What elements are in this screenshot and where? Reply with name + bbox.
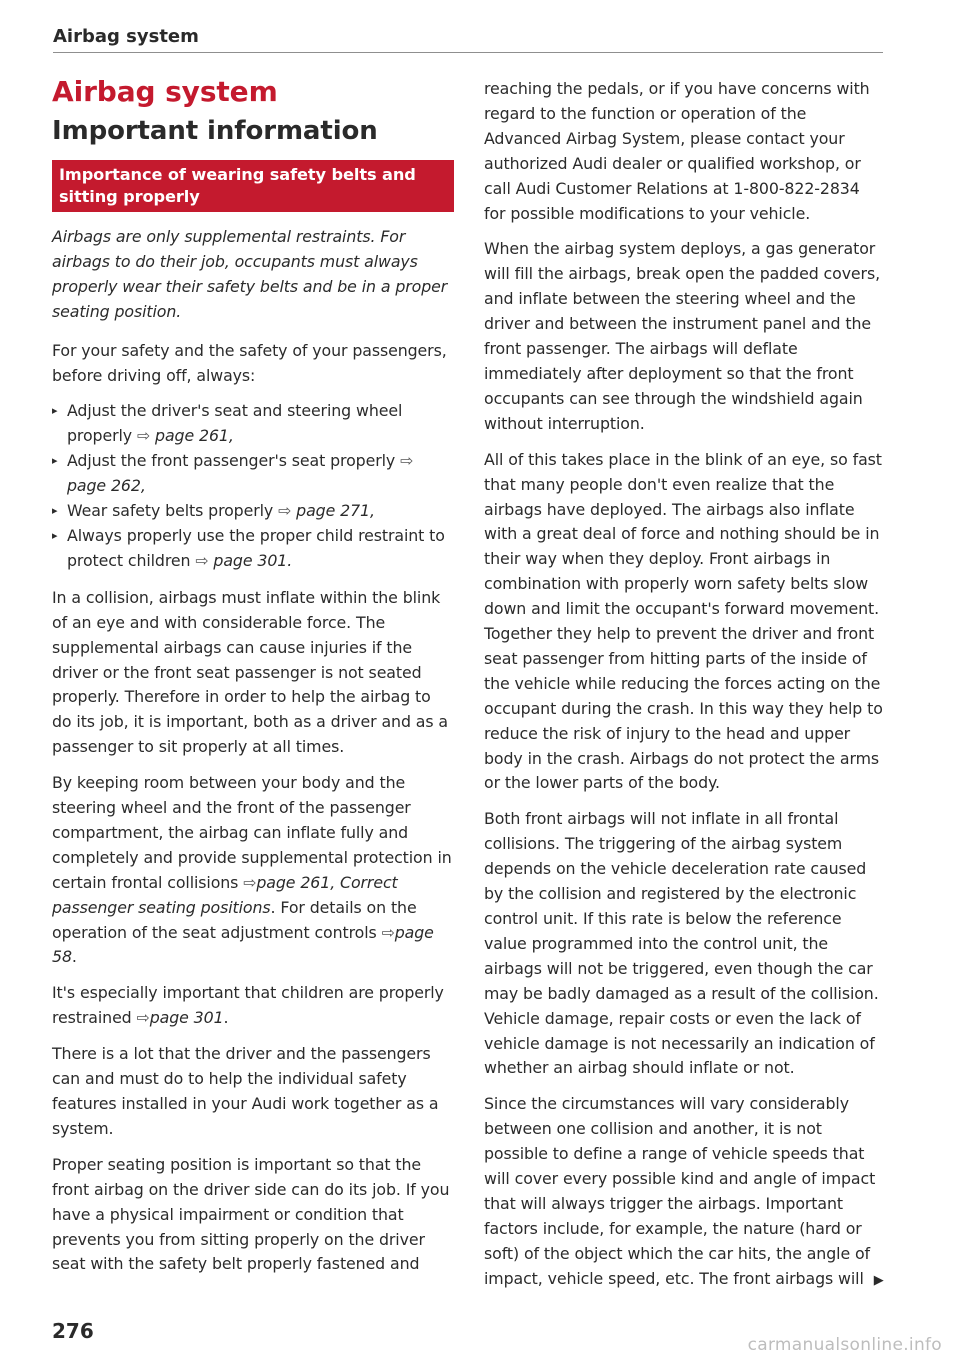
paragraph: When the airbag system deploys, a gas generator will fill the airbags, break open the padded covers, and inflate between the steering wheel and the driver and between the instrument panel and the front passenger. The airbags will deflate immediately after deployment so that the front occupants can see through the windshield again without interruption. (484, 239, 881, 433)
page-reference-link[interactable]: page 262, (67, 476, 146, 496)
page-reference-link[interactable]: page 261, (155, 426, 234, 446)
right-column (484, 77, 886, 1305)
list-item-text: Adjust the driver's seat and steering wheel properly (67, 401, 403, 446)
page-ref-arrow-icon: ⇨ (136, 1008, 150, 1028)
page-ref-arrow-icon: ⇨ (381, 922, 395, 942)
paragraph-text: By keeping room between your body and the steering wheel and the front of the passenger compartment, the airbag can inflate fully and completely and provide supplemental protection in certain frontal collisions (52, 773, 452, 892)
paragraph (484, 1092, 886, 1293)
bullet-icon: ▸ (52, 504, 58, 518)
list-item (52, 499, 454, 524)
left-column (52, 74, 454, 1288)
paragraph: reaching the pedals, or if you have concerns with regard to the function or operation of the Advanced Airbag System, please contact your authorized Audi dealer or qualified workshop, or call Audi Customer Relations at 1-800-822-2834 for possible modifications to your vehicle. (484, 79, 870, 223)
page-reference-link[interactable]: page 301. (213, 550, 293, 570)
list-item (52, 399, 454, 449)
list-item-text: Adjust the front passenger's seat properly (67, 451, 396, 471)
page-ref-arrow-icon: ⇨ (278, 501, 292, 521)
page-reference-link[interactable]: page 58 (52, 922, 434, 967)
checklist (52, 399, 454, 573)
paragraph: In a collision, airbags must inflate within the blink of an eye and with considerable force. The supplemental airbags can cause injuries if the driver or the front seat passenger is not seated properly. Therefore in order to help the airbag to do its job, it is important, both as a driver and as a passenger to sit properly at all times. (52, 587, 449, 757)
list-item (52, 449, 454, 499)
intro-paragraph: Airbags are only supplemental restraints. For airbags to do their job, occupants must always properly wear their safety belts and be in a proper seating position. (52, 227, 448, 321)
page-reference-link[interactable]: page 301 (149, 1008, 224, 1028)
paragraph-text: . For details on the operation of the seat adjustment controls (52, 897, 417, 942)
paragraph-text: It's especially important that children are properly restrained (52, 983, 444, 1028)
paragraph: For your safety and the safety of your passengers, before driving off, always: (52, 340, 447, 385)
bullet-icon: ▸ (52, 404, 58, 418)
page-ref-arrow-icon: ⇨ (400, 451, 414, 471)
paragraph (52, 981, 454, 1031)
page-ref-arrow-icon: ⇨ (243, 872, 257, 892)
page-reference-link[interactable]: page 261, Correct passenger seating positions (52, 872, 398, 917)
topic-banner: Importance of wearing safety belts and sitting properly (52, 160, 454, 212)
paragraph: There is a lot that the driver and the passengers can and must do to help the individual safety features installed in your Audi work together as a system. (52, 1044, 439, 1138)
site-watermark: carmanualsonline.info (747, 1335, 942, 1355)
page-reference-link[interactable]: page 271, (296, 501, 375, 521)
list-item-text: Wear safety belts properly (67, 501, 274, 521)
paragraph-text: . (71, 947, 77, 967)
list-item-text: Always properly use the proper child restraint to protect children (67, 525, 445, 570)
paragraph: Both front airbags will not inflate in all frontal collisions. The triggering of the airbag system depends on the vehicle deceleration rate caused by the collision and registered by the electronic control unit. If this rate is below the reference value programmed into the control unit, the airbags will not be triggered, even though the car may be badly damaged as a result of the collision. Vehicle damage, repair costs or even the lack of vehicle damage is not necessarily an indication of whether an airbag should inflate or not. (484, 809, 879, 1078)
paragraph: All of this takes place in the blink of an eye, so fast that many people don't even realize that the airbags have deployed. The airbags also inflate with a great deal of force and nothing should be in their way when they deploy. Front airbags in combination with properly worn safety belts slow down and limit the occupant's forward movement. Together they help to prevent the driver and front seat passenger from hitting parts of the inside of the vehicle while reducing the forces acting on the occupant during the crash. In this way they help to reduce the risk of injury to the head and upper body in the crash. Airbags do not protect the arms or the lower parts of the body. (484, 449, 883, 793)
page-number: 276 (52, 1319, 94, 1343)
header-divider (53, 52, 883, 53)
page-ref-arrow-icon: ⇨ (136, 426, 151, 446)
bullet-icon: ▸ (52, 528, 58, 542)
section-heading: Airbag system (52, 75, 278, 108)
running-head: Airbag system (53, 26, 199, 47)
section-subheading: Important information (52, 116, 378, 146)
paragraph: Proper seating position is important so that the front airbag on the driver side can do its job. If you have a physical impairment or condition that prevents you from sitting properly on the driver seat with the safety belt properly fastened and (52, 1154, 450, 1274)
list-item (52, 524, 454, 574)
page-ref-arrow-icon: ⇨ (195, 550, 209, 570)
paragraph (52, 771, 454, 970)
bullet-icon: ▸ (52, 454, 58, 468)
continue-arrow-icon: ▶ (873, 1272, 884, 1288)
paragraph-text: . (223, 1008, 229, 1028)
paragraph-text: Since the circumstances will vary considerably between one collision and another, it is not possible to define a range of vehicle speeds that will cover every possible kind and angle of impact that will always trigger the airbags. Important factors include, for example, the nature (hard or soft) of the object which the car hits, the angle of impact, vehicle speed, etc. The front airbags will (484, 1094, 876, 1288)
